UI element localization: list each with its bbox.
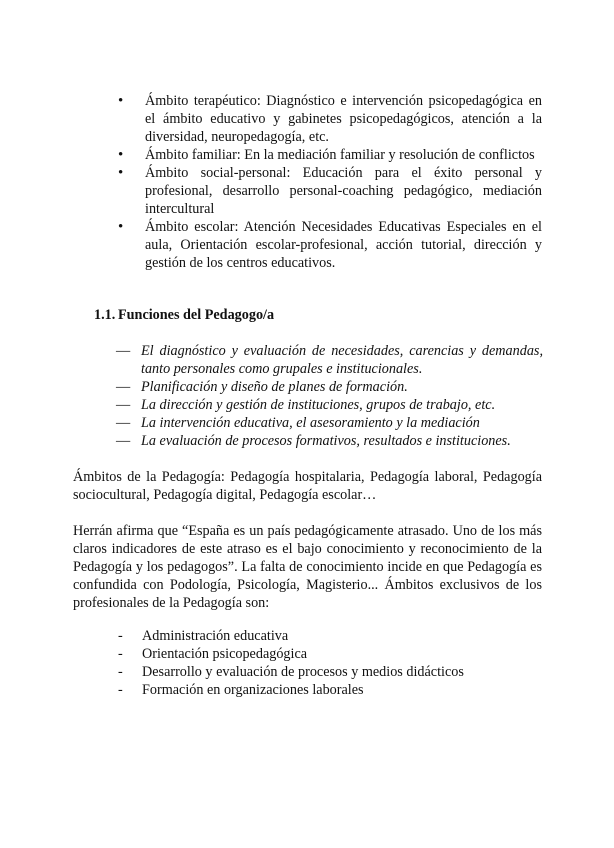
funcion-item-planificacion: — Planificación y diseño de planes de formación.	[116, 378, 543, 396]
exclusivo-item-administracion: - Administración educativa	[118, 627, 538, 645]
bullet-item-escolar: • Ámbito escolar: Atención Necesidades Educativas Especiales en el aula, Orientación escolar-profesional, acción tutorial, dirección y gestión de los centros educativos.	[118, 218, 542, 272]
funcion-item-diagnostico: — El diagnóstico y evaluación de necesidades, carencias y demandas, tanto personales como grupales e institucionales.	[116, 342, 543, 378]
ambitos-bullet-list	[118, 92, 542, 272]
funcion-item-intervencion: — La intervención educativa, el asesoramiento y la mediación	[116, 414, 543, 432]
ambitos-exclusivos-list	[118, 627, 538, 699]
exclusivo-item-formacion: - Formación en organizaciones laborales	[118, 681, 538, 699]
paragraph-herran: Herrán afirma que “España es un país pedagógicamente atrasado. Uno de los más claros indicadores de este atraso es el bajo conocimiento y reconocimiento de la Pedagogía y los pedagogos”. La falta de conocimiento incide en que Pedagogía es confundida con Podología, Psicología, Magisterio... Ámbitos exclusivos de los profesionales de la Pedagogía son:	[73, 523, 542, 611]
bullet-item-familiar: • Ámbito familiar: En la mediación familiar y resolución de conflictos	[118, 146, 542, 164]
bullet-item-terapeutico: • Ámbito terapéutico: Diagnóstico e intervención psicopedagógica en el ámbito educativo y gabinetes psicopedagógicos, atención a la diversidad, neuropedagogía, etc.	[118, 92, 542, 146]
section-title: Funciones del Pedagogo/a	[118, 307, 275, 323]
funcion-item-evaluacion: — La evaluación de procesos formativos, resultados e instituciones.	[116, 432, 543, 450]
paragraph-ambitos-pedagogia: Ámbitos de la Pedagogía: Pedagogía hospitalaria, Pedagogía laboral, Pedagogía sociocultural, Pedagogía digital, Pedagogía escolar…	[73, 469, 542, 503]
bullet-item-social-personal: • Ámbito social-personal: Educación para el éxito personal y profesional, desarrollo personal-coaching pedagógico, mediación intercultural	[118, 164, 542, 218]
exclusivo-item-orientacion: - Orientación psicopedagógica	[118, 645, 538, 663]
section-number: 1.1.	[94, 307, 116, 323]
funciones-list	[116, 342, 543, 450]
exclusivo-item-desarrollo: - Desarrollo y evaluación de procesos y medios didácticos	[118, 663, 538, 681]
section-heading	[94, 306, 274, 324]
funcion-item-direccion: — La dirección y gestión de instituciones, grupos de trabajo, etc.	[116, 396, 543, 414]
